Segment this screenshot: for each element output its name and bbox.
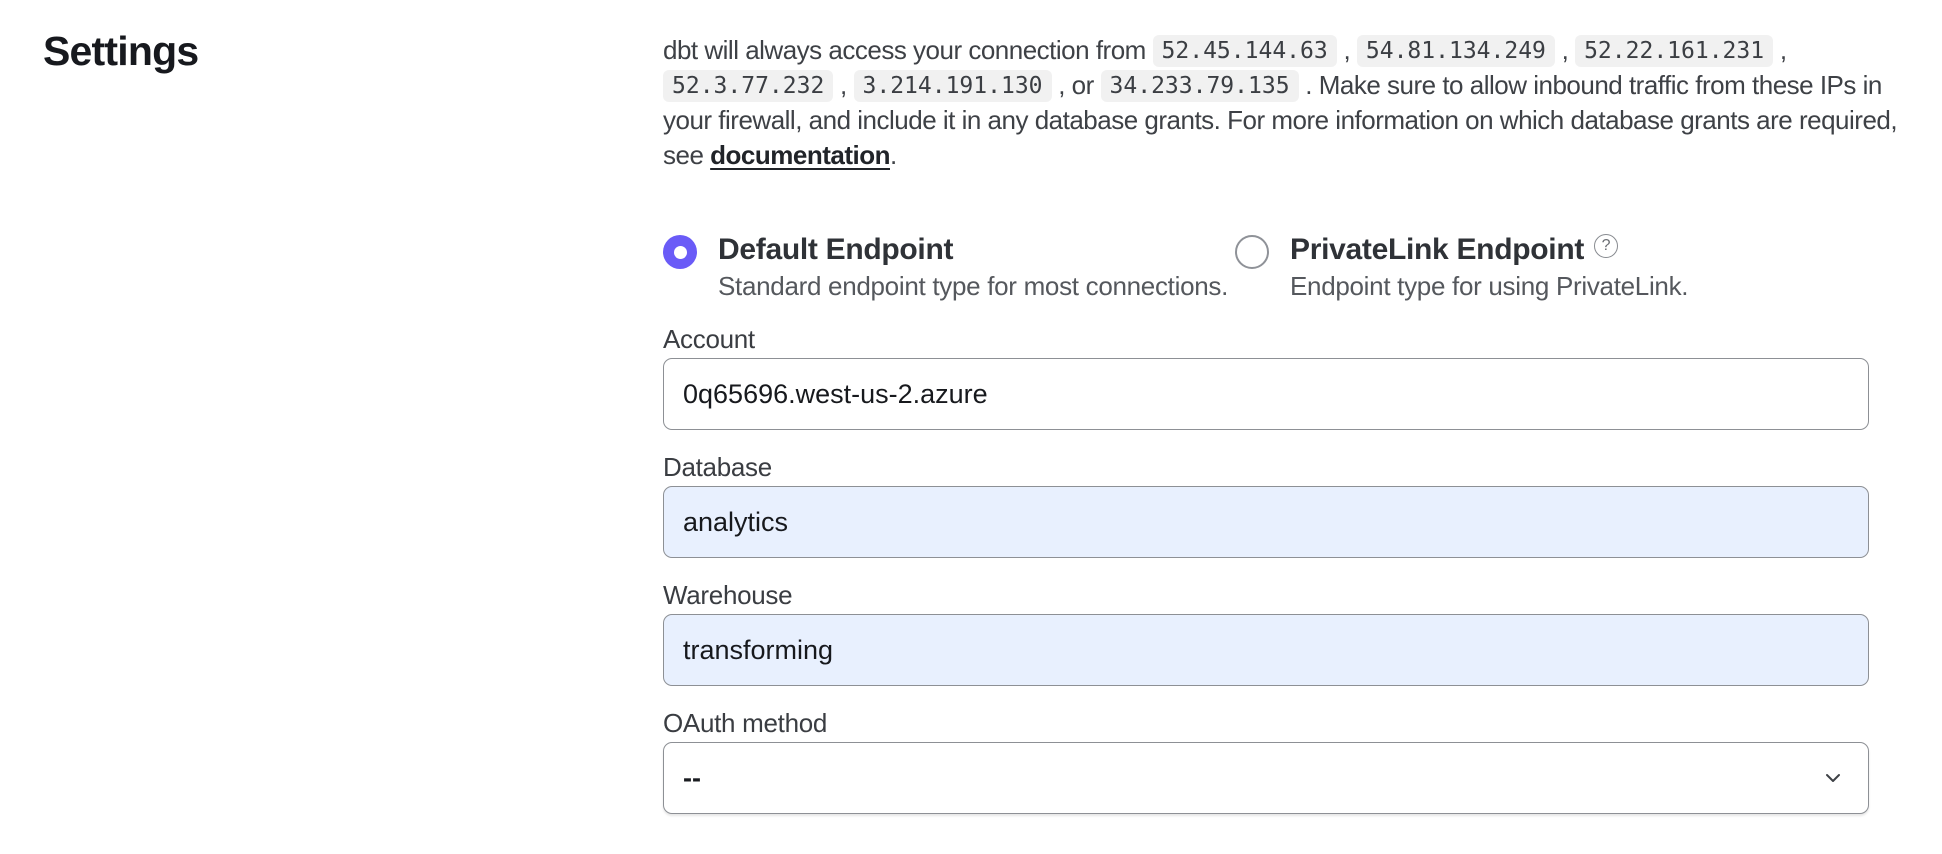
ip-address-chip: 52.45.144.63 bbox=[1153, 35, 1337, 67]
privatelink-endpoint-texts bbox=[1290, 233, 1688, 302]
default-endpoint-description: Standard endpoint type for most connections. bbox=[718, 271, 1229, 301]
warehouse-field-group bbox=[663, 580, 1869, 686]
endpoint-type-radio-group bbox=[663, 233, 1903, 302]
notice-line bbox=[663, 103, 1903, 138]
default-endpoint-label bbox=[718, 233, 1228, 267]
privatelink-endpoint-label bbox=[1290, 233, 1688, 267]
chevron-down-icon bbox=[1822, 767, 1844, 789]
default-endpoint-label-text: Default Endpoint bbox=[718, 233, 954, 266]
privatelink-endpoint-radio-icon[interactable] bbox=[1235, 235, 1269, 269]
notice-line bbox=[663, 33, 1903, 68]
ip-allowlist-notice bbox=[663, 0, 1903, 173]
oauth-method-field-group bbox=[663, 708, 1869, 814]
question-circle-icon[interactable]: ? bbox=[1594, 234, 1618, 258]
database-input[interactable] bbox=[663, 486, 1869, 558]
default-endpoint-texts bbox=[718, 233, 1228, 302]
notice-text: . bbox=[890, 140, 897, 170]
ip-address-chip: 54.81.134.249 bbox=[1357, 35, 1555, 67]
ip-address-chip: 52.22.161.231 bbox=[1575, 35, 1773, 67]
notice-text: . Make sure to allow inbound traffic from these IPs in bbox=[1298, 70, 1882, 100]
documentation-link[interactable]: documentation bbox=[710, 140, 890, 170]
connection-form bbox=[663, 324, 1869, 814]
account-field-group bbox=[663, 324, 1869, 430]
notice-text: your firewall, and include it in any database grants. For more information on which database grants are required, bbox=[663, 105, 1898, 135]
ip-address-chip: 3.214.191.130 bbox=[854, 70, 1052, 102]
database-label: Database bbox=[663, 452, 772, 482]
default-endpoint-radio-icon[interactable] bbox=[663, 235, 697, 269]
notice-text: , bbox=[1773, 35, 1787, 65]
oauth-method-selected-value: -- bbox=[683, 762, 701, 793]
privatelink-endpoint-label-text: PrivateLink Endpoint bbox=[1290, 233, 1585, 266]
settings-content bbox=[663, 0, 1903, 836]
account-input[interactable] bbox=[663, 358, 1869, 430]
notice-text: dbt will always access your connection from bbox=[663, 35, 1153, 65]
privatelink-endpoint-option[interactable] bbox=[1235, 233, 1688, 302]
notice-line bbox=[663, 68, 1903, 103]
warehouse-label: Warehouse bbox=[663, 580, 793, 610]
notice-text: , bbox=[833, 70, 854, 100]
oauth-method-label: OAuth method bbox=[663, 708, 828, 738]
notice-line bbox=[663, 138, 1903, 173]
notice-text: , bbox=[1554, 35, 1576, 65]
privatelink-endpoint-description: Endpoint type for using PrivateLink. bbox=[1290, 271, 1689, 301]
notice-text: see bbox=[663, 140, 711, 170]
page-title: Settings bbox=[43, 28, 199, 74]
oauth-method-select[interactable] bbox=[663, 742, 1869, 814]
account-label: Account bbox=[663, 324, 755, 354]
warehouse-input[interactable] bbox=[663, 614, 1869, 686]
notice-text: , or bbox=[1051, 70, 1101, 100]
ip-address-chip: 34.233.79.135 bbox=[1101, 70, 1299, 102]
default-endpoint-option[interactable] bbox=[663, 233, 1235, 302]
ip-address-chip: 52.3.77.232 bbox=[663, 70, 833, 102]
database-field-group bbox=[663, 452, 1869, 558]
notice-text: , bbox=[1336, 35, 1357, 65]
